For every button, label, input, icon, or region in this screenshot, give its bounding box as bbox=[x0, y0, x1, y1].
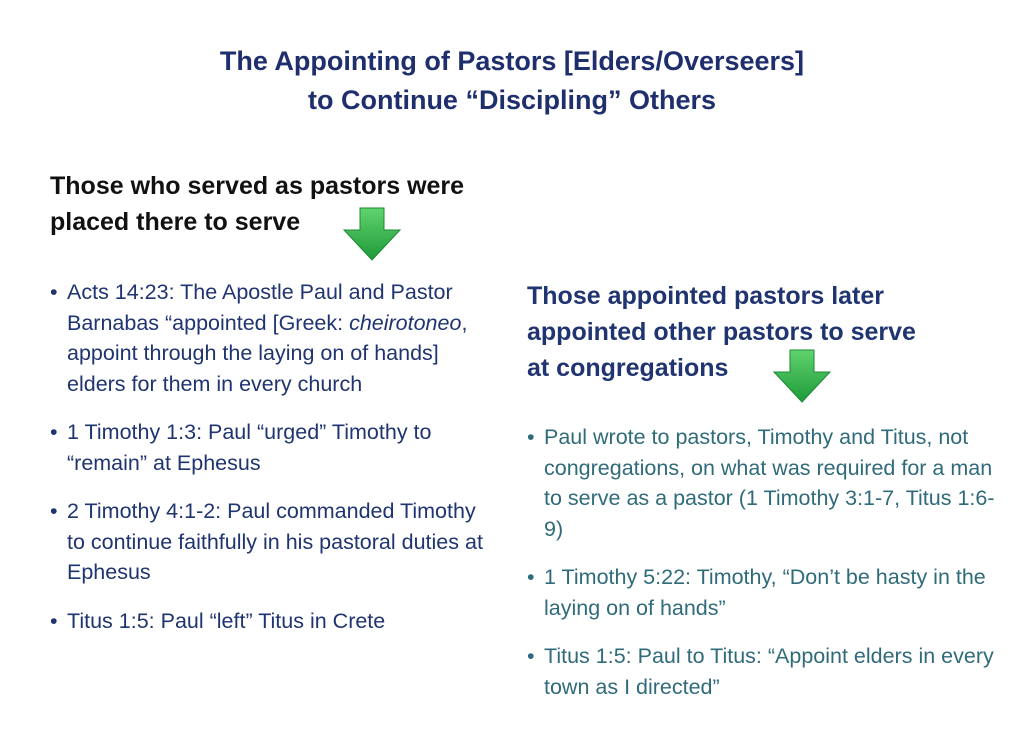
right-bullet-list bbox=[527, 422, 997, 720]
right-heading-line-3: at congregations bbox=[527, 354, 729, 382]
bullet-text-suffix: , appoint through the laying on of hands] elders for them in every church bbox=[67, 310, 468, 396]
list-item bbox=[50, 496, 490, 588]
bullet-text: Titus 1:5: Paul to Titus: “Appoint elders in every town as I directed” bbox=[544, 644, 994, 699]
bullet-text: 1 Timothy 5:22: Timothy, “Don’t be hasty in the laying on of hands” bbox=[544, 565, 986, 620]
right-heading-line-1: Those appointed pastors later bbox=[527, 282, 885, 310]
list-item bbox=[50, 606, 490, 637]
bullet-text: Paul wrote to pastors, Timothy and Titus, not congregations, on what was required for a man to serve as a pastor (1 Timothy 3:1-7, Titus 1:6-9) bbox=[544, 425, 995, 541]
bullet-text: 2 Timothy 4:1-2: Paul commanded Timothy to continue faithfully in his pastoral duties at Ephesus bbox=[67, 499, 483, 584]
list-item bbox=[527, 422, 997, 544]
right-heading bbox=[527, 278, 987, 386]
bullet-icon: • bbox=[50, 608, 58, 633]
bullet-icon: • bbox=[527, 644, 535, 668]
left-heading bbox=[50, 168, 520, 240]
page-title bbox=[0, 42, 1024, 120]
down-arrow-icon bbox=[342, 206, 402, 262]
down-arrow-icon bbox=[772, 348, 832, 404]
list-item bbox=[50, 417, 490, 478]
bullet-text: Titus 1:5: Paul “left” Titus in Crete bbox=[67, 608, 386, 633]
list-item bbox=[527, 562, 997, 623]
bullet-icon: • bbox=[50, 280, 58, 304]
left-heading-line-2: placed there to serve bbox=[50, 208, 301, 236]
bullet-icon: • bbox=[527, 565, 535, 589]
page-title-line-2: to Continue “Discipling” Others bbox=[307, 85, 716, 115]
bullet-text-prefix: Acts 14:23: The Apostle Paul and Pastor Barnabas “appointed [Greek: bbox=[67, 280, 453, 335]
bullet-icon: • bbox=[50, 420, 58, 444]
bullet-text-emphasis: cheirotoneo bbox=[349, 310, 462, 335]
left-heading-line-1: Those who served as pastors were bbox=[50, 172, 465, 200]
right-heading-line-2: appointed other pastors to serve bbox=[527, 318, 916, 346]
left-bullet-list bbox=[50, 277, 490, 654]
list-item bbox=[50, 277, 490, 399]
bullet-icon: • bbox=[50, 499, 58, 523]
page-title-line-1: The Appointing of Pastors [Elders/Overseers] bbox=[219, 46, 805, 76]
bullet-text: 1 Timothy 1:3: Paul “urged” Timothy to “remain” at Ephesus bbox=[67, 420, 432, 475]
list-item bbox=[527, 641, 997, 702]
bullet-icon: • bbox=[527, 425, 535, 449]
